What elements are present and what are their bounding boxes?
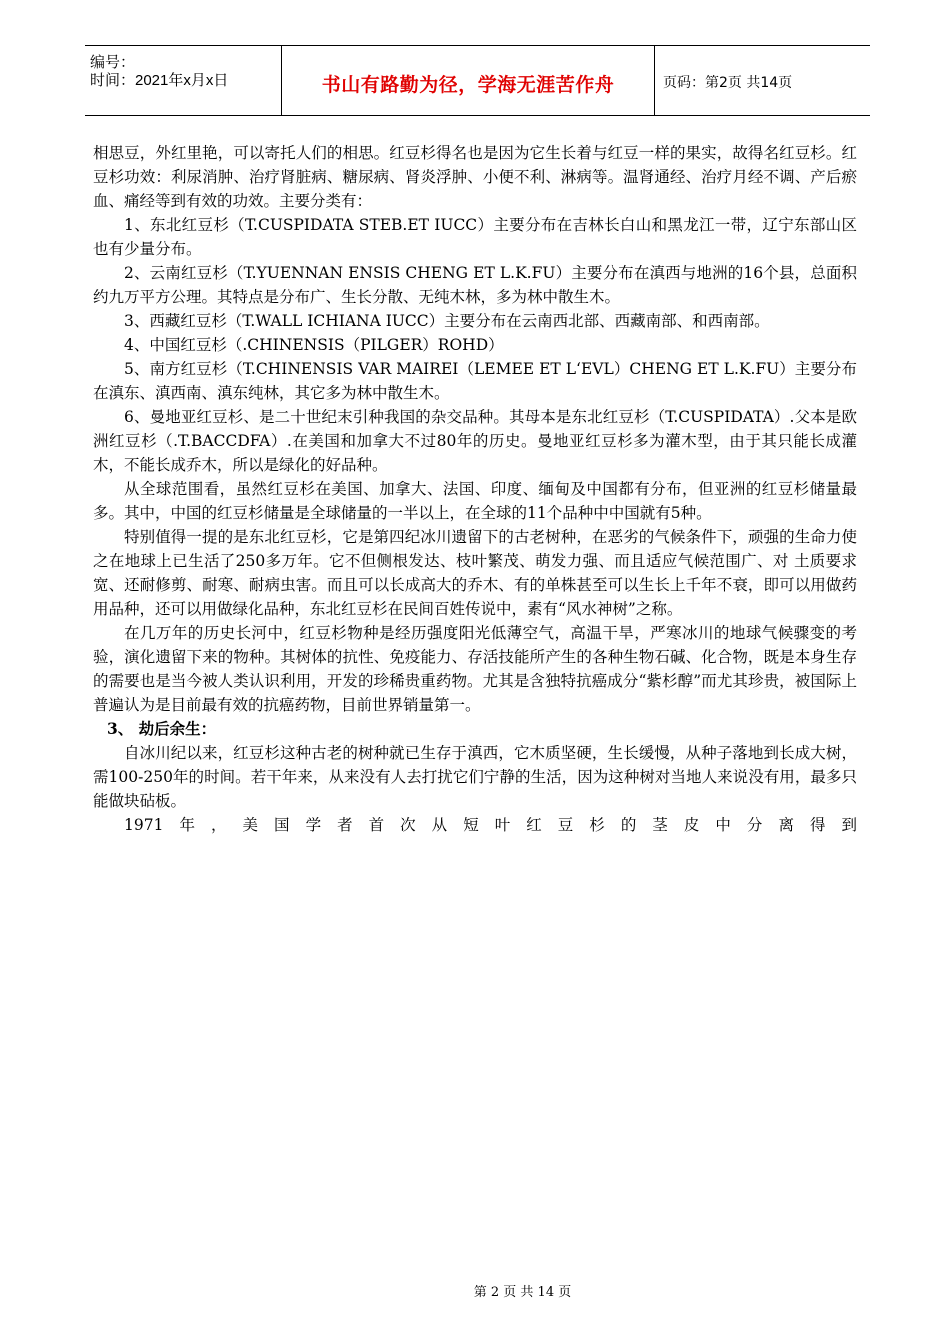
body-paragraph: 2、云南红豆杉（T.YUENNAN ENSIS CHENG ET L.K.FU）主要分布在滇西与地洲的16个县，总面积约九万平方公理。其特点是分布广、生长分散、无纯木林，多为林中散生木。 — [93, 264, 857, 306]
page-header — [85, 45, 870, 116]
body-paragraph: 3、西藏红豆杉（T.WALL ICHIANA IUCC）主要分布在云南西北部、西藏南部、和西南部。 — [124, 312, 770, 330]
page-footer — [0, 1281, 950, 1300]
document-date-label: 时间：2021年x月x日 — [90, 72, 229, 89]
header-page-info: 页码：第2页 共14页 — [663, 75, 793, 91]
body-paragraph: 自冰川纪以来，红豆杉这种古老的树种就已生存于滇西，它木质坚硬，生长缓慢，从种子落地到长成大树，需100-250年的时间。若干年来，从来没有人去打扰它们宁静的生活，因为这种树对当地人来说没有用，最多只能做块砧板。 — [93, 744, 857, 810]
header-meta-cell — [85, 46, 282, 115]
footer-page-number: 第 2 页 共 14 页 — [473, 1285, 572, 1300]
section-heading: 3、 劫后余生： — [107, 719, 217, 738]
header-motto-cell — [282, 46, 655, 115]
document-number-label: 编号： — [90, 54, 136, 71]
body-paragraph: 相思豆，外红里艳，可以寄托人们的相思。红豆杉得名也是因为它生长着与红豆一样的果实，故得名红豆杉。红豆杉功效：利尿消肿、治疗肾脏病、糖尿病、肾炎浮肿、小便不利、淋病等。温肾通经、治疗月经不调、产后瘀血、痛经等到有效的功效。主要分类有： — [93, 144, 857, 210]
body-paragraph: 从全球范围看，虽然红豆杉在美国、加拿大、法国、印度、缅甸及中国都有分布，但亚洲的红豆杉储量最多。其中，中国的红豆杉储量是全球储量的一半以上，在全球的11个品种中中国就有5种。 — [93, 480, 857, 522]
document-body — [93, 141, 857, 837]
header-page-cell — [655, 46, 870, 115]
body-paragraph: 在几万年的历史长河中，红豆杉物种是经历强度阳光低薄空气，高温干旱，严寒冰川的地球气候骤变的考验，演化遗留下来的物种。其树体的抗性、免疫能力、存活技能所产生的各种生物石碱、化合物，既是本身生存的需要也是当今被人类认识利用，开发的珍稀贵重药物。尤其是含独特抗癌成分“紫杉醇”而尤其珍贵，被国际上普遍认为是目前最有效的抗癌药物，目前世界销量第一。 — [93, 624, 857, 714]
body-paragraph: 6、曼地亚红豆杉、是二十世纪末引种我国的杂交品种。其母本是东北红豆杉（T.CUSPIDATA）.父本是欧洲红豆杉（.T.BACCDFA）.在美国和加拿大不过80年的历史。曼地亚红豆杉多为灌木型，由于其只能长成灌木，不能长成乔木，所以是绿化的好品种。 — [93, 408, 857, 474]
body-paragraph: 1971年，美国学者首次从短叶红豆杉的茎皮中分离得到 — [124, 816, 857, 834]
body-paragraph: 特别值得一提的是东北红豆杉，它是第四纪冰川遗留下的古老树种，在恶劣的气候条件下，顽强的生命力使之在地球上已生活了250多万年。它不但侧根发达、枝叶繁茂、萌发力强、而且适应气候范围广、对 土质要求宽、还耐修剪、耐寒、耐病虫害。而且可以长成高大的乔木、有的单株甚至可以生长上千年不衰，即可以用做药用品种，还可以用做绿化品种，东北红豆杉在民间百姓传说中，素有“风水神树”之称。 — [93, 528, 857, 618]
body-paragraph: 1、东北红豆杉（T.CUSPIDATA STEB.ET IUCC）主要分布在吉林长白山和黑龙江一带，辽宁东部山区也有少量分布。 — [93, 216, 857, 258]
body-paragraph: 5、南方红豆杉（T.CHINENSIS VAR MAIREI（LEMEE ET L‘EVL）CHENG ET L.K.FU）主要分布在滇东、滇西南、滇东纯林，其它多为林中散生木。 — [93, 360, 857, 402]
header-motto: 书山有路勤为径，学海无涯苦作舟 — [321, 74, 615, 96]
body-paragraph: 4、中国红豆杉（.CHINENSIS（PILGER）ROHD） — [124, 336, 504, 354]
